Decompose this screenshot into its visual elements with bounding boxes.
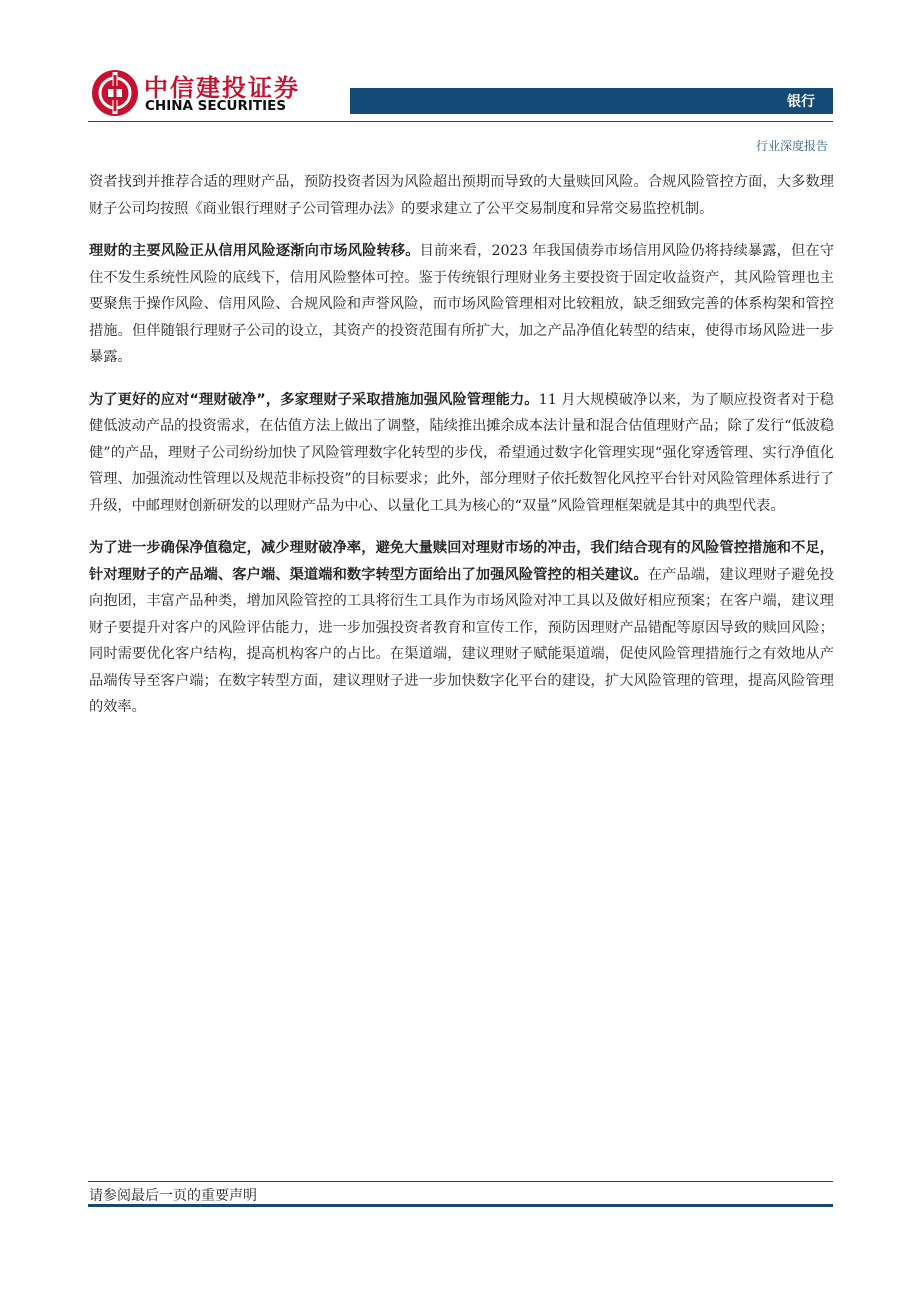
paragraph <box>89 387 834 520</box>
paragraph-body: 11 月大规模破净以来，为了顺应投资者对于稳健低波动产品的投资需求，在估值方法上做出了调整，陆续推出摊余成本法计量和混合估值理财产品；除了发行“低波稳健”的产品，理财子公司纷纷加快了风险管理数字化转型的步伐，希望通过数字化管理实现“强化穿透管理、实行净值化管理、加强流动性管理以及规范非标投资”的目标要求；此外，部分理财子依托数智化风控平台针对风险管理体系进行了升级，中邮理财创新研发的以理财产品为中心、以量化工具为核心的“双量”风险管理框架就是其中的典型代表。 <box>89 391 835 514</box>
paragraph <box>89 238 834 371</box>
footer-bar <box>88 1204 833 1207</box>
paragraph-body: 在产品端，建议理财子避免投向抱团，丰富产品种类，增加风险管控的工具将衍生工具作为市场风险对冲工具以及做好相应预案；在客户端，建议理财子要提升对客户的风险评估能力，进一步加强投资者教育和宣传工作，预防因理财产品错配等原因导致的赎回风险；同时需要优化客户结构，提高机构客户的占比。在渠道端，建议理财子赋能渠道端，促使风险管理措施行之有效地从产品端传导至客户端；在数字转型方面，建议理财子进一步加快数字化平台的建设，扩大风险管理的管理，提高风险管理的效率。 <box>89 566 834 715</box>
company-logo <box>88 62 348 120</box>
footer-disclaimer: 请参阅最后一页的重要声明 <box>89 1188 257 1204</box>
logo-english-name: CHINA SECURITIES <box>145 98 287 114</box>
page-header <box>88 62 833 124</box>
paragraph <box>89 169 834 222</box>
paragraph-body: 资者找到并推荐合适的理财产品，预防投资者因为风险超出预期而导致的大量赎回风险。合规风险管控方面，大多数理财子公司均按照《商业银行理财子公司管理办法》的要求建立了公平交易制度和异常交易监控机制。 <box>89 174 834 217</box>
paragraph-body: 目前来看，2023 年我国债券市场信用风险仍将持续暴露，但在守住不发生系统性风险的底线下，信用风险整体可控。鉴于传统银行理财业务主要投资于固定收益资产，其风险管理也主要聚焦于操作风险、信用风险、合规风险和声誉风险，而市场风险管理相对比较粗放，缺乏细致完善的体系构架和管控措施。但伴随银行理财子公司的设立，其资产的投资范围有所扩大，加之产品净值化转型的结束，使得市场风险进一步暴露。 <box>89 243 834 365</box>
paragraph-lead: 为了进一步确保净值稳定，减少理财破净率，避免大量赎回对理财市场的冲击，我们结合现有的风险管控措施和不足，针对理财子的产品端、客户端、渠道端和数字转型方面给出了加强风险管控的相关建议。 <box>89 540 834 583</box>
header-divider <box>88 121 833 122</box>
paragraph-lead: 理财的主要风险正从信用风险逐渐向市场风险转移。 <box>89 243 420 259</box>
report-body <box>89 169 834 737</box>
header-section-bar <box>350 88 833 114</box>
report-type-label: 行业深度报告 <box>755 139 828 153</box>
footer-divider <box>88 1181 833 1182</box>
logo-chinese-name: 中信建投证券 <box>144 74 300 102</box>
section-label: 银行 <box>787 94 815 110</box>
paragraph <box>89 535 834 721</box>
citic-logo-icon <box>91 69 139 117</box>
paragraph-lead: 为了更好的应对“理财破净”，多家理财子采取措施加强风险管理能力。 <box>89 391 539 408</box>
